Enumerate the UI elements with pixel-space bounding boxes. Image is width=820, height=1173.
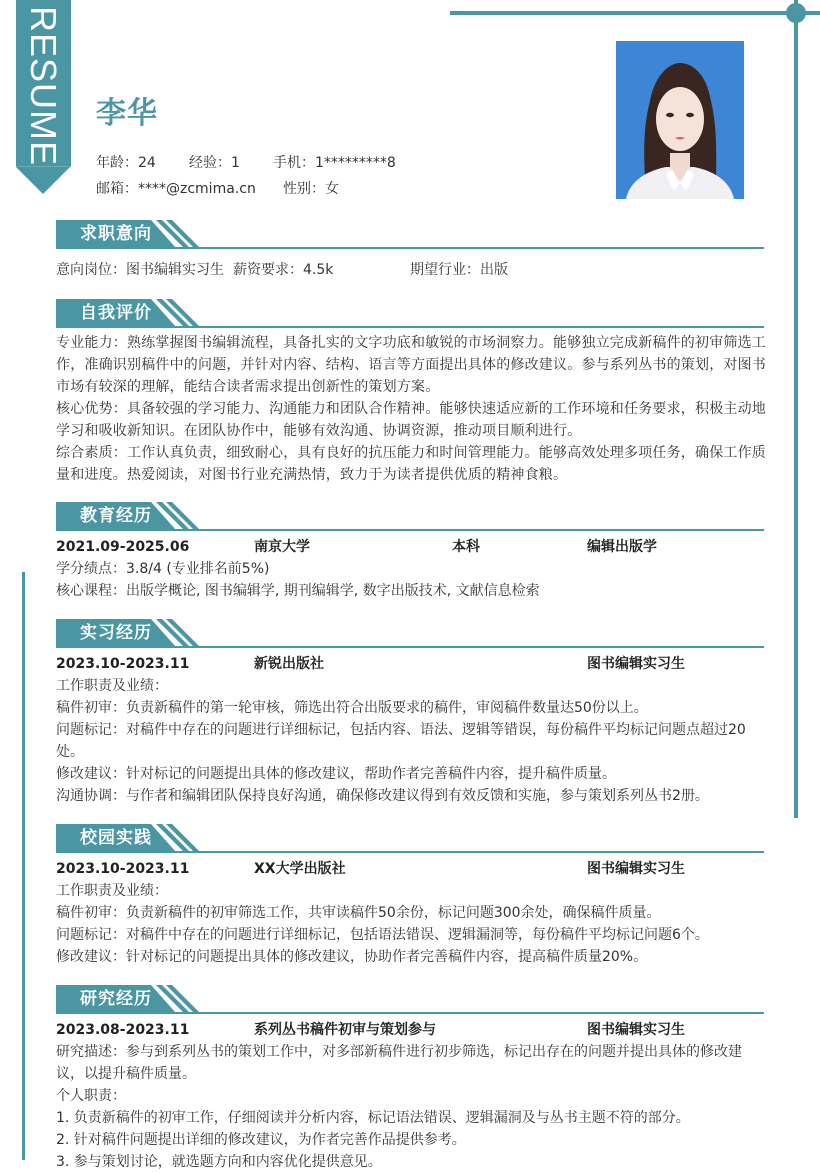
internship-org: 新锐出版社 [254, 656, 324, 672]
gpa-line: 学分绩点：3.8/4 (专业排名前5%) [56, 561, 270, 577]
self-evaluation-body [56, 332, 766, 486]
phone-value: 1*********8 [315, 155, 396, 171]
section-header-self-evaluation [56, 299, 764, 327]
research-line: 1. 负责新稿件的初审工作，仔细阅读并分析内容，标记语法错误、逻辑漏洞及与丛书主题不符的部分。 [56, 1110, 690, 1126]
candidate-name: 李华 [96, 96, 158, 131]
left-vertical-rule [22, 572, 25, 1160]
research-body [56, 1019, 766, 1173]
header-underline [56, 529, 764, 531]
research-entry-head [56, 1019, 766, 1041]
section-header-campus [56, 824, 764, 852]
section-header-research [56, 985, 764, 1013]
email-label: 邮箱： [96, 181, 138, 197]
phone-label: 手机： [273, 155, 315, 171]
resume-ribbon [16, 0, 71, 194]
research-date: 2023.08-2023.11 [56, 1022, 190, 1038]
header-underline [56, 326, 764, 328]
internship-body [56, 653, 766, 807]
section-title: 教育经历 [80, 506, 152, 526]
age-label: 年龄： [96, 155, 138, 171]
info-row-2 [96, 178, 339, 198]
campus-line: 工作职责及业绩： [56, 883, 168, 899]
section-header-internship [56, 619, 764, 647]
research-project: 系列丛书稿件初审与策划参与 [254, 1022, 436, 1038]
ribbon-label: RESUME [23, 5, 64, 167]
campus-role: 图书编辑实习生 [587, 861, 685, 877]
degree: 本科 [452, 539, 480, 555]
education-date: 2021.09-2025.06 [56, 539, 190, 555]
research-line: 个人职责： [56, 1088, 126, 1104]
experience-field [189, 152, 273, 172]
header-underline [56, 851, 764, 853]
courses-line: 核心课程：出版学概论, 图书编辑学, 期刊编辑学, 数字出版技术, 文献信息检索 [56, 583, 540, 599]
campus-org: XX大学出版社 [254, 861, 346, 877]
experience-label: 经验： [189, 155, 231, 171]
gender-label: 性别： [283, 181, 325, 197]
research-line: 2. 针对稿件问题提出详细的修改建议，为作者完善作品提供参考。 [56, 1132, 466, 1148]
right-vertical-rule [794, 0, 798, 818]
internship-line: 问题标记：对稿件中存在的问题进行详细标记，包括内容、语法、逻辑等错误，每份稿件平均标记问题点超过20处。 [56, 722, 746, 760]
header-underline [56, 247, 764, 249]
education-entry-head [56, 536, 766, 558]
education-body [56, 536, 766, 602]
gender-field [283, 178, 339, 198]
internship-entry-head [56, 653, 766, 675]
major: 编辑出版学 [587, 539, 657, 555]
age-field [96, 152, 189, 172]
section-title: 实习经历 [80, 623, 152, 643]
phone-field [273, 152, 396, 172]
campus-line: 修改建议：针对标记的问题提出具体的修改建议，协助作者完善稿件内容，提高稿件质量20%。 [56, 949, 648, 965]
section-header-education [56, 502, 764, 530]
internship-line: 稿件初审：负责新稿件的第一轮审核，筛选出符合出版要求的稿件，审阅稿件数量达50份以上。 [56, 700, 648, 716]
section-title: 求职意向 [80, 224, 152, 244]
campus-body [56, 858, 766, 968]
internship-line: 沟通协调：与作者和编辑团队保持良好沟通，确保修改建议得到有效反馈和实施，参与策划系列丛书2册。 [56, 788, 709, 804]
info-row-1 [96, 152, 396, 172]
research-role: 图书编辑实习生 [587, 1022, 685, 1038]
salary-expectation: 薪资要求：4.5k [233, 262, 334, 278]
experience-value: 1 [231, 155, 240, 171]
section-title: 研究经历 [80, 989, 152, 1009]
self-eval-paragraph: 综合素质：工作认真负责，细致耐心，具有良好的抗压能力和时间管理能力。能够高效处理多项任务，确保工作质量和进度。热爱阅读，对图书行业充满热情，致力于为读者提供优质的精神食粮。 [56, 445, 766, 483]
self-eval-paragraph: 核心优势：具备较强的学习能力、沟通能力和团队合作精神。能够快速适应新的工作环境和任务要求，积极主动地学习和吸收新知识。在团队协作中，能够有效沟通、协调资源，推动项目顺利进行。 [56, 401, 766, 439]
internship-role: 图书编辑实习生 [587, 656, 685, 672]
desired-position: 意向岗位：图书编辑实习生 [56, 262, 224, 278]
gender-value: 女 [325, 181, 339, 197]
portrait-icon [616, 41, 744, 199]
ribbon-tip [16, 167, 70, 194]
header-underline [56, 1012, 764, 1014]
campus-line: 稿件初审：负责新稿件的初审筛选工作，共审读稿件50余份，标记问题300余处，确保稿件质量。 [56, 905, 661, 921]
section-title: 校园实践 [80, 828, 152, 848]
email-field [96, 178, 283, 198]
school-name: 南京大学 [254, 539, 310, 555]
internship-line: 修改建议：针对标记的问题提出具体的修改建议，帮助作者完善稿件内容，提升稿件质量。 [56, 766, 616, 782]
header-underline [56, 646, 764, 648]
internship-date: 2023.10-2023.11 [56, 656, 190, 672]
email-value[interactable]: ****@zcmima.cn [138, 181, 256, 197]
campus-entry-head [56, 858, 766, 880]
self-eval-paragraph: 专业能力：熟练掌握图书编辑流程，具备扎实的文字功底和敏锐的市场洞察力。能够独立完成新稿件的初审筛选工作，准确识别稿件中的问题，并针对内容、结构、语言等方面提出具体的修改建议。参与系列丛书的策划，对图书市场有较深的理解，能结合读者需求提出创新性的策划方案。 [56, 335, 766, 395]
profile-photo [616, 41, 744, 199]
age-value: 24 [138, 155, 156, 171]
campus-date: 2023.10-2023.11 [56, 861, 190, 877]
research-line: 研究描述：参与到系列丛书的策划工作中，对多部新稿件进行初步筛选，标记出存在的问题并提出具体的修改建议，以提升稿件质量。 [56, 1044, 742, 1082]
corner-dot [786, 3, 806, 23]
desired-industry: 期望行业：出版 [410, 262, 508, 278]
internship-line: 工作职责及业绩： [56, 678, 168, 694]
section-header-job-intention [56, 220, 764, 248]
top-horizontal-rule [450, 11, 820, 15]
campus-line: 问题标记：对稿件中存在的问题进行详细标记，包括语法错误、逻辑漏洞等，每份稿件平均标记问题6个。 [56, 927, 709, 943]
research-line: 3. 参与策划讨论，就选题方向和内容优化提供意见。 [56, 1154, 382, 1170]
section-title: 自我评价 [80, 303, 152, 323]
